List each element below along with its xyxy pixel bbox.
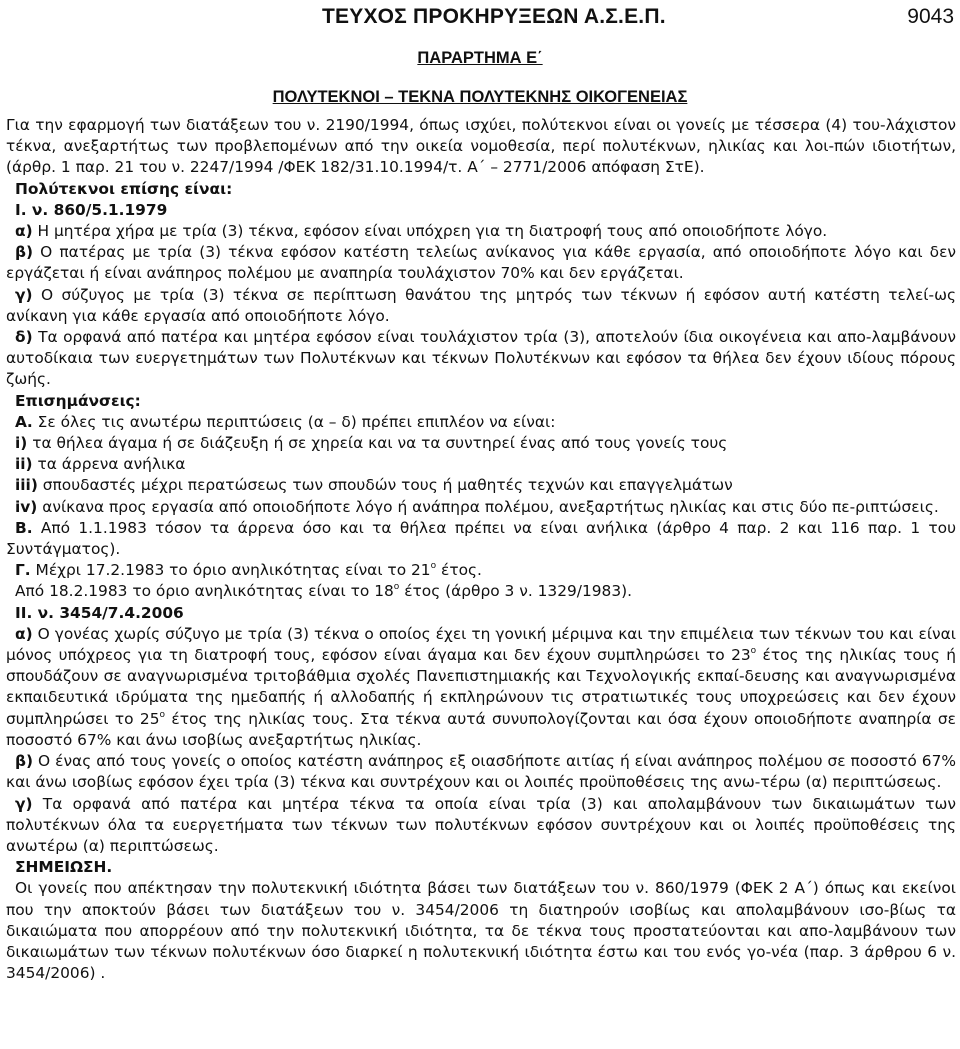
section-title: ΠΟΛΥΤΕΚΝΟΙ – ΤΕΚΝΑ ΠΟΛΥΤΕΚΝΗΣ ΟΙΚΟΓΕΝΕΙΑΣ — [272, 88, 688, 106]
page-header — [0, 5, 960, 31]
item-text: Ο γονέας χωρίς σύζυγο με τρία (3) τέκνα ο οποίος έχει τη γονική μέριμνα και την επιμέλεια των τέκνων του και είναι μόνος υπόχρεος για τη διατροφή τους, εφόσον είναι άγαμα και δεν έχουν συμπληρώσει το 23 — [6, 624, 956, 665]
item-text: έτος της ηλικίας τους. Στα τέκνα αυτά συνυπολογίζονται και όσα έχουν οποιοδήποτε αναπηρία σε ποσοστό 67% και άνω ισοβίως ανεξαρτήτως ηλικίας. — [6, 709, 956, 749]
item-label: iv) — [15, 497, 38, 516]
law1-item-c — [6, 285, 956, 327]
ordinal-suffix: ο — [159, 709, 166, 720]
item-text: Η μητέρα χήρα με τρία (3) τέκνα, εφόσον είναι υπόχρεη για τη διατροφή τους από οποιοδήποτε λόγο. — [32, 222, 828, 241]
item-text: Ο σύζυγος με τρία (3) τέκνα σε περίπτωση θανάτου της μητρός των τέκνων ή εφόσον αυτή κατέστη τελεί-ως ανίκανη για κάθε εργασία από οποιοδήποτε λόγο. — [6, 285, 956, 325]
note-text: έτος. — [436, 561, 482, 580]
item-text: τα άρρενα ανήλικα — [32, 455, 186, 474]
remark-heading: ΣΗΜΕΙΩΣΗ. — [15, 858, 113, 877]
item-label: α) — [15, 624, 33, 643]
law1-heading: Ι. ν. 860/5.1.1979 — [15, 200, 168, 219]
law2-item-b — [6, 751, 956, 793]
notes-heading: Επισημάνσεις: — [15, 391, 141, 410]
remark-paragraph: Οι γονείς που απέκτησαν την πολυτεκνική ιδιότητα βάσει των διατάξεων του ν. 860/1979 (ΦΕΚ 2 Α΄) όπως και εκείνοι που την αποκτούν βάσει των διατάξεων του ν. 3454/2006 τη διατηρούν ισοβίως και απολαμβάνουν ισο-βίως τα δικαιώματα που απορρέουν από την πολυτεκνική ιδιότητα, τα δε τέκνα τους προστατεύονται και απο-λαμβάνουν των δικαιωμάτων των τέκνων πολυτέκνων όσο διαρκεί η πολυτεκνική ιδιότητα έστω και του ενός γο-νέα (παρ. 3 άρθρου 6 ν. 3454/2006) . — [6, 879, 956, 983]
note-label: Γ. — [15, 561, 31, 580]
note-b — [6, 518, 956, 560]
law2-item-a — [6, 624, 956, 751]
ordinal-suffix: ο — [430, 561, 437, 572]
journal-title: ΤΕΥΧΟΣ ΠΡΟΚΗΡΥΞΕΩΝ Α.Σ.Ε.Π. — [322, 5, 666, 28]
also-heading: Πολύτεκνοι επίσης είναι: — [15, 179, 233, 198]
note-a-item-i — [6, 433, 956, 454]
item-text: Ο πατέρας με τρία (3) τέκνα εφόσον κατέστη τελείως ανίκανος για κάθε εργασία, από οποιοδήποτε λόγο και δεν εργάζεται ή είναι ανάπηρος πολέμου με αναπηρία τουλάχιστον 70% και δεν εργάζεται. — [6, 243, 956, 283]
item-label: α) — [15, 222, 33, 241]
item-text: Τα ορφανά από πατέρα και μητέρα εφόσον είναι τουλάχιστον τρία (3), αποτελούν ίδια οικογένεια και απο-λαμβάνουν αυτοδίκαια των ευεργετημάτων των Πολυτέκνων και τέκνων Πολυτέκνων και εφόσον τα θήλεα δεν έχουν ιδίους πόρους ζωής. — [6, 328, 956, 389]
law1-item-a — [6, 221, 956, 242]
note-text: έτος (άρθρο 3 ν. 1329/1983). — [399, 582, 633, 601]
law2-item-c — [6, 794, 956, 858]
ordinal-suffix: ο — [750, 646, 757, 657]
item-label: iii) — [15, 476, 38, 495]
intro-paragraph: Για την εφαρμογή των διατάξεων του ν. 2190/1994, όπως ισχύει, πολύτεκνοι είναι οι γονείς με τέσσερα (4) του-λάχιστον τέκνα, ανεξαρτήτως των προβλεπομένων από την οικεία νομοθεσία, περί πολυτέκνων, ηλικίας και λοι-πών ιδιοτήτων, (άρθρ. 1 παρ. 21 του ν. 2247/1994 /ΦΕΚ 182/31.10.1994/τ. Α΄ – 2771/2006 απόφαση ΣτΕ). — [6, 116, 956, 177]
ordinal-suffix: ο — [393, 582, 400, 593]
note-c — [6, 560, 956, 581]
item-text: σπουδαστές μέχρι περατώσεως των σπουδών τους ή μαθητές τεχνών και επαγγελμάτων — [37, 476, 733, 495]
note-a-item-iii — [6, 475, 956, 496]
note-c-continued — [6, 581, 956, 602]
note-label: Β. — [15, 518, 33, 537]
item-label: β) — [15, 752, 34, 771]
note-text: Μέχρι 17.2.1983 το όριο ανηλικότητας είναι το 21 — [30, 561, 431, 580]
item-text: ανίκανα προς εργασία από οποιοδήποτε λόγο ή ανάπηρα πολέμου, ανεξαρτήτως ηλικίας και στις δύο πε-ριπτώσεις. — [37, 497, 939, 516]
item-label: ii) — [15, 455, 33, 474]
item-text: Τα ορφανά από πατέρα και μητέρα τέκνα τα οποία είναι τρία (3) και απολαμβάνουν των δικαιωμάτων των πολυτέκνων όλα τα ευεργετήματα των τέκνων των πολυτέκνων εφόσον συντρέχουν και οι λοιπές προϋποθέσεις της ανωτέρω (α) περιπτώσεως. — [6, 794, 956, 855]
note-text: Από 1.1.1983 τόσον τα άρρενα όσο και τα θήλεα πρέπει να είναι ανήλικα (άρθρο 4 παρ. 2 και 116 παρ. 1 του Συντάγματος). — [6, 518, 956, 559]
item-text: Ο ένας από τους γονείς ο οποίος κατέστη ανάπηρος εξ οιασδήποτε αιτίας ή είναι ανάπηρος πολέμου σε ποσοστό 67% και άνω ισοβίως εφόσον έχει τρία (3) τέκνα και συντρέχουν και οι λοιπές προϋποθέσεις της ανω-τέρω (α) περιπτώσεως. — [6, 752, 956, 792]
item-label: γ) — [15, 285, 33, 304]
item-text: τα θήλεα άγαμα ή σε διάζευξη ή σε χηρεία και να τα συντηρεί ένας από τους γονείς τους — [27, 434, 728, 453]
note-label: Α. — [15, 412, 33, 431]
page-number: 9043 — [907, 5, 954, 28]
note-a-item-iv — [6, 497, 956, 518]
item-label: γ) — [15, 794, 33, 813]
annex-title: ΠΑΡΑΡΤΗΜΑ Ε΄ — [417, 49, 543, 67]
note-text: Σε όλες τις ανωτέρω περιπτώσεις (α – δ) πρέπει επιπλέον να είναι: — [32, 412, 556, 431]
note-a-item-ii — [6, 454, 956, 475]
law1-item-b — [6, 242, 956, 284]
item-label: i) — [15, 434, 28, 453]
note-text: Από 18.2.1983 το όριο ανηλικότητας είναι το 18 — [15, 582, 394, 601]
law2-heading: ΙΙ. ν. 3454/7.4.2006 — [15, 603, 184, 622]
note-a — [6, 412, 956, 433]
law1-item-d — [6, 327, 956, 391]
item-label: δ) — [15, 328, 33, 347]
item-text: έτος της ηλικίας τους ή σπουδάζουν σε αναγνωρισμένα τριτοβάθμια σχολές Πανεπιστημιακής και Τεχνολογικής εκπαί-δευσης και αναγνωρισμένα εκπαιδευτικά ιδρύματα της ημεδαπής ή αλλοδαπής ή εκπληρώνουν τις στρατιωτικές τους υποχρεώσεις και δεν έχουν συμπληρώσει το 25 — [6, 646, 956, 728]
item-label: β) — [15, 243, 34, 262]
document-body — [6, 115, 956, 984]
